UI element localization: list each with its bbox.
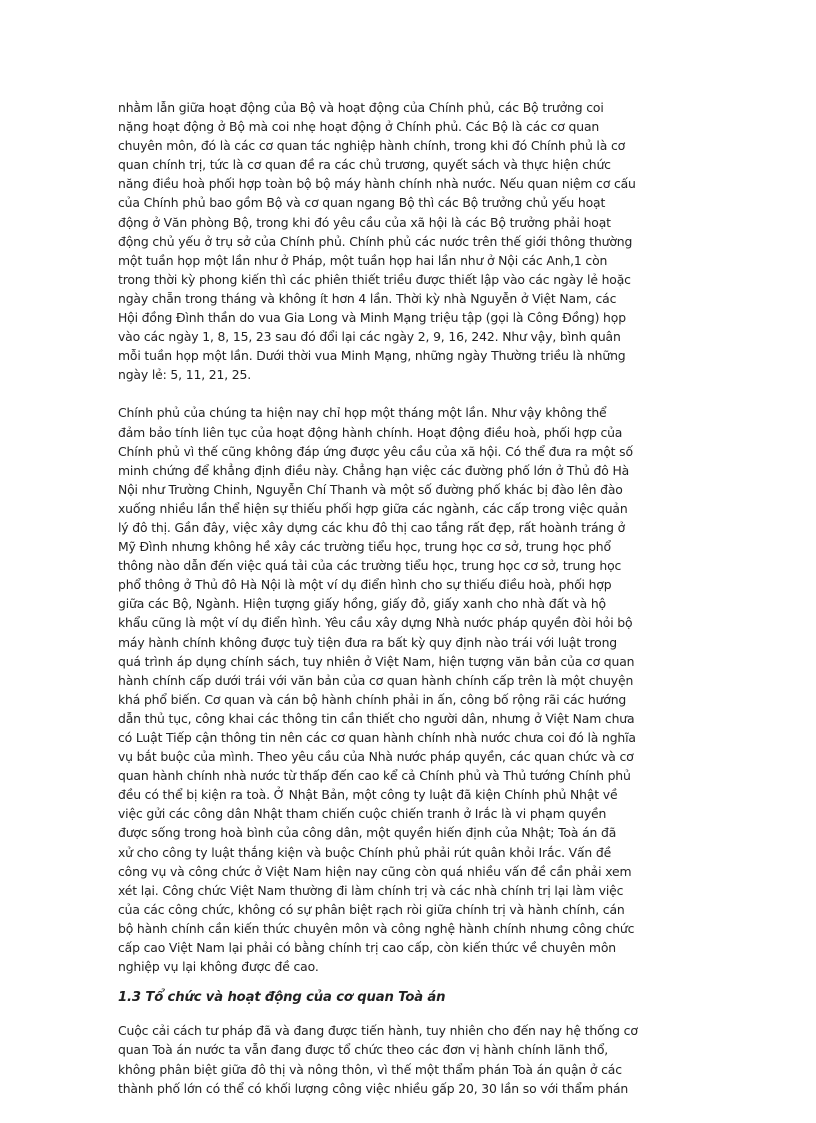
text-line: Chính phủ của chúng ta hiện nay chỉ họp một tháng một lần. Như vậy không thể (118, 405, 607, 421)
text-line: Cuộc cải cách tư pháp đã và đang được tiến hành, tuy nhiên cho đến nay hệ thống cơ (118, 1023, 638, 1039)
text-line: công vụ và công chức ở Việt Nam hiện nay cũng còn quá nhiều vấn đề cần phải xem (118, 863, 632, 879)
text-line: ngày chẵn trong tháng và không ít hơn 4 lần. Thời kỳ nhà Nguyễn ở Việt Nam, các (118, 290, 617, 306)
text-line: xét lại. Công chức Việt Nam thường đi làm chính trị và các nhà chính trị lại làm việc (118, 882, 624, 898)
text-line: một tuần họp một lần như ở Pháp, một tuần họp hai lần như ở Nội các Anh,1 còn (118, 252, 608, 268)
text-line: minh chứng để khẳng định điều này. Chẳng hạn việc các đường phố lớn ở Thủ đô Hà (118, 462, 630, 478)
text-line: quá trình áp dụng chính sách, tuy nhiên ở Việt Nam, hiện tượng văn bản của cơ quan (118, 653, 635, 669)
section-heading: 1.3 Tổ chức và hoạt động của cơ quan Toà án (118, 990, 446, 1006)
text-line: đảm bảo tính liên tục của hoạt động hành chính. Hoạt động điều hoà, phối hợp của (118, 424, 623, 440)
text-line: của Chính phủ bao gồm Bộ và cơ quan ngang Bộ thì các Bộ trưởng chủ yếu hoạt (118, 195, 606, 211)
text-line: Nội như Trường Chinh, Nguyễn Chí Thanh và một số đường phố khác bị đào lên đào (118, 481, 623, 497)
text-line: ngày lẻ: 5, 11, 21, 25. (118, 367, 252, 383)
text-line: mỗi tuần họp một lần. Dưới thời vua Minh Mạng, những ngày Thường triều là những (118, 348, 626, 364)
text-line: cấp cao Việt Nam lại phải có bằng chính trị cao cấp, còn kiến thức về chuyên môn (118, 940, 616, 956)
text-line: không phân biệt giữa đô thị và nông thôn, vì thế một thẩm phán Toà án quận ở các (118, 1061, 622, 1077)
text-line: thành phố lớn có thể có khối lượng công việc nhiều gấp 20, 30 lần so với thẩm phán (118, 1080, 629, 1096)
paragraph-1 (118, 98, 700, 384)
text-line: lý đô thị. Gần đây, việc xây dựng các khu đô thị cao tầng rất đẹp, rất hoành tráng ở (118, 519, 626, 535)
text-line: khẩu cũng là một ví dụ điển hình. Yêu cầu xây dựng Nhà nước pháp quyền đòi hỏi bộ (118, 615, 633, 631)
paragraph-2 (118, 403, 700, 976)
text-line: nhằm lẫn giữa hoạt động của Bộ và hoạt động của Chính phủ, các Bộ trưởng coi (118, 100, 604, 115)
text-line: vào các ngày 1, 8, 15, 23 sau đó đổi lại các ngày 2, 9, 16, 242. Như vậy, bình quân (118, 329, 621, 345)
text-line: được sống trong hoà bình của công dân, một quyền hiến định của Nhật; Toà án đã (118, 825, 617, 841)
text-line: chuyên môn, đó là các cơ quan tác nghiệp hành chính, trong khi đó Chính phủ là cơ (118, 138, 626, 154)
text-line: việc gửi các công dân Nhật tham chiến cuộc chiến tranh ở Irắc là vi phạm quyền (118, 806, 607, 822)
text-line: vụ bắt buộc của mình. Theo yêu cầu của Nhà nước pháp quyền, các quan chức và cơ (118, 749, 634, 765)
text-line: Mỹ Đình nhưng không hề xây các trường tiểu học, trung học cơ sở, trung học phổ (118, 539, 611, 555)
text-line: có Luật Tiếp cận thông tin nên các cơ quan hành chính nhà nước chưa coi đó là nghĩa (118, 730, 636, 745)
text-line: trong thời kỳ phong kiến thì các phiên thiết triều được thiết lập vào các ngày lẻ hoặc (118, 271, 631, 287)
text-line: Chính phủ vì thế cũng không đáp ứng được yêu cầu của xã hội. Có thể đưa ra một số (118, 443, 633, 459)
text-line: bộ hành chính cần kiến thức chuyên môn và công nghệ hành chính nhưng công chức (118, 920, 635, 936)
text-line: phổ thông ở Thủ đô Hà Nội là một ví dụ điển hình cho sự thiếu điều hoà, phối hợp (118, 577, 612, 593)
text-line: quan chính trị, tức là cơ quan đề ra các chủ trương, quyết sách và thực hiện chức (118, 157, 611, 173)
text-line: nghiệp vụ lại không được đề cao. (118, 959, 319, 975)
text-line: máy hành chính không được tuỳ tiện đưa ra bất kỳ quy định nào trái với luật trong (118, 634, 618, 650)
paragraph-3 (118, 1021, 700, 1097)
text-line: xuống nhiều lần thể hiện sự thiếu phối hợp giữa các ngành, các cấp trong việc quản (118, 500, 628, 516)
text-line: hành chính cấp dưới trái với văn bản của cơ quan hành chính cấp trên là một chuyện (118, 672, 634, 688)
text-line: Hội đồng Đình thần do vua Gia Long và Minh Mạng triệu tập (gọi là Công Đồng) họp (118, 310, 626, 326)
text-line: năng điều hoà phối hợp toàn bộ bộ máy hành chính nhà nước. Nếu quan niệm cơ cấu (118, 176, 636, 192)
document-page (118, 98, 700, 1098)
text-line: dẫn thủ tục, công khai các thông tin cần thiết cho người dân, nhưng ở Việt Nam chưa (118, 710, 635, 726)
text-line: thông nào dẫn đến việc quá tải của các trường tiểu học, trung học cơ sở, trung học (118, 558, 622, 574)
text-line: đều có thể bị kiện ra toà. Ở Nhật Bản, một công ty luật đã kiện Chính phủ Nhật về (118, 787, 618, 803)
text-line: quan hành chính nhà nước từ thấp đến cao kể cả Chính phủ và Thủ tướng Chính phủ (118, 768, 631, 784)
text-line: giữa các Bộ, Ngành. Hiện tượng giấy hồng, giấy đỏ, giấy xanh cho nhà đất và hộ (118, 596, 606, 612)
text-line: nặng hoạt động ở Bộ mà coi nhẹ hoạt động ở Chính phủ. Các Bộ là các cơ quan (118, 119, 600, 135)
text-line: động ở Văn phòng Bộ, trong khi đó yêu cầu của xã hội là các Bộ trưởng phải hoạt (118, 214, 611, 230)
text-line: động chủ yếu ở trụ sở của Chính phủ. Chính phủ các nước trên thế giới thông thường (118, 233, 633, 249)
text-line: xử cho công ty luật thắng kiện và buộc Chính phủ phải rút quân khỏi Irắc. Vấn đề (118, 844, 612, 860)
text-line: khá phổ biến. Cơ quan và cán bộ hành chính phải in ấn, công bố rộng rãi các hướng (118, 691, 627, 707)
text-line: quan Toà án nước ta vẫn đang được tổ chức theo các đơn vị hành chính lãnh thổ, (118, 1042, 609, 1058)
text-line: của các công chức, không có sự phân biệt rạch ròi giữa chính trị và hành chính, cán (118, 901, 625, 917)
